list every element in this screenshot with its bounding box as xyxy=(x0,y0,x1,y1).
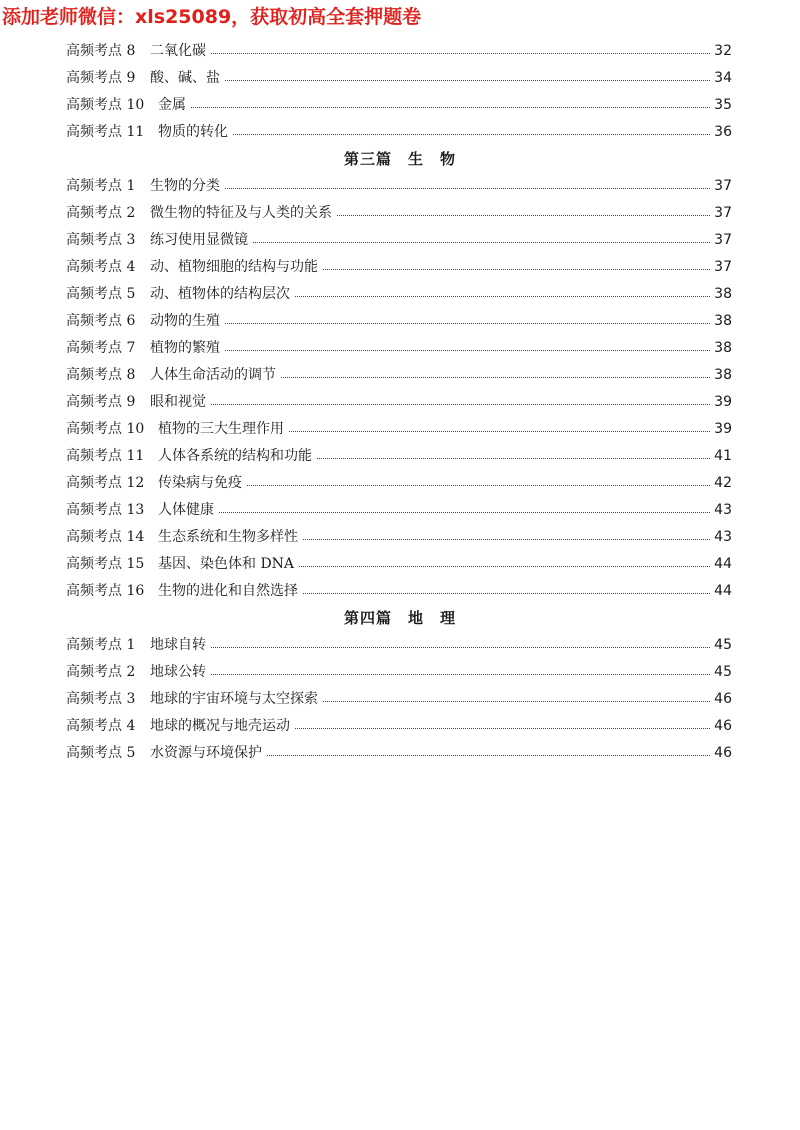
toc-entry[interactable] xyxy=(0,362,800,389)
toc-leader-dots xyxy=(170,53,730,54)
toc-entry-page: 42 xyxy=(710,470,732,497)
toc-entry-title: 动、植物细胞的结构与功能 xyxy=(150,254,322,281)
toc-entry[interactable] xyxy=(0,659,800,686)
toc-entry-page: 37 xyxy=(710,254,732,281)
toc-entry-title: 地球的概况与地壳运动 xyxy=(150,713,294,740)
toc-entry[interactable] xyxy=(0,389,800,416)
toc-entry[interactable] xyxy=(0,470,800,497)
toc-entry-title: 动物的生殖 xyxy=(150,308,224,335)
toc-entry[interactable] xyxy=(0,119,800,146)
toc-entry-title: 微生物的特征及与人类的关系 xyxy=(150,200,336,227)
toc-entry-label: 高频考点 13 xyxy=(66,502,145,518)
toc-entry[interactable] xyxy=(0,497,800,524)
toc-leader-dots xyxy=(170,350,730,351)
toc-entry[interactable] xyxy=(0,443,800,470)
toc-entry-title: 人体各系统的结构和功能 xyxy=(158,443,316,470)
toc-entry-title: 金属 xyxy=(158,92,190,119)
toc-entry-page: 32 xyxy=(710,38,732,65)
toc-entry[interactable] xyxy=(0,38,800,65)
toc-entry-title: 生物的分类 xyxy=(150,173,224,200)
toc-entry-title: 人体健康 xyxy=(158,497,218,524)
toc-entry-page: 37 xyxy=(710,173,732,200)
toc-entry-label: 高频考点 6 xyxy=(66,313,136,329)
toc-entry-page: 39 xyxy=(710,389,732,416)
toc-entry[interactable] xyxy=(0,551,800,578)
toc-entry-title: 水资源与环境保护 xyxy=(150,740,266,767)
toc-entry-page: 46 xyxy=(710,713,732,740)
toc-entry-label: 高频考点 4 xyxy=(66,718,136,734)
toc-entry[interactable] xyxy=(0,65,800,92)
toc-entry-page: 36 xyxy=(710,119,732,146)
toc-entry-page: 35 xyxy=(710,92,732,119)
section-heading-geography: 第四篇 地 理 xyxy=(343,609,456,627)
toc-entry[interactable] xyxy=(0,713,800,740)
toc-leader-dots xyxy=(170,242,730,243)
toc-leader-dots xyxy=(170,80,730,81)
toc-entry-title: 传染病与免疫 xyxy=(158,470,246,497)
toc-leader-dots xyxy=(170,404,730,405)
toc-entry[interactable] xyxy=(0,416,800,443)
toc-entry-page: 44 xyxy=(710,578,732,605)
wechat-banner: 添加老师微信：xls25089，获取初高全套押题卷 xyxy=(2,6,422,28)
toc-entry-page: 37 xyxy=(710,227,732,254)
toc-entry-page: 44 xyxy=(710,551,732,578)
section-heading-biology: 第三篇 生 物 xyxy=(343,150,456,168)
toc-entry-page: 41 xyxy=(710,443,732,470)
toc-entry[interactable] xyxy=(0,740,800,767)
toc-entry-title: 眼和视觉 xyxy=(150,389,210,416)
toc-entry-label: 高频考点 11 xyxy=(66,124,145,140)
toc-leader-dots xyxy=(170,647,730,648)
toc-entry[interactable] xyxy=(0,335,800,362)
toc-entry-title: 生态系统和生物多样性 xyxy=(158,524,302,551)
toc-entry-label: 高频考点 9 xyxy=(66,70,136,86)
toc-entry[interactable] xyxy=(0,173,800,200)
toc-entry-label: 高频考点 11 xyxy=(66,448,145,464)
toc-entry-page: 43 xyxy=(710,497,732,524)
toc-entry-title: 地球的宇宙环境与太空探索 xyxy=(150,686,322,713)
toc-entry[interactable] xyxy=(0,200,800,227)
toc-entry-label: 高频考点 5 xyxy=(66,286,136,302)
toc-entry-page: 46 xyxy=(710,686,732,713)
toc-entry-label: 高频考点 1 xyxy=(66,178,136,194)
toc-entry-label: 高频考点 8 xyxy=(66,367,136,383)
toc-entry-page: 43 xyxy=(710,524,732,551)
toc-entry-label: 高频考点 8 xyxy=(66,43,136,59)
toc-entry-label: 高频考点 5 xyxy=(66,745,136,761)
toc-section-geography xyxy=(0,632,800,767)
toc-leader-dots xyxy=(178,107,730,108)
toc-entry-label: 高频考点 7 xyxy=(66,340,136,356)
toc-entry-page: 34 xyxy=(710,65,732,92)
toc-leader-dots xyxy=(178,134,730,135)
toc-entry[interactable] xyxy=(0,686,800,713)
toc-entry-label: 高频考点 1 xyxy=(66,637,136,653)
toc-entry-title: 物质的转化 xyxy=(158,119,232,146)
toc-entry-label: 高频考点 3 xyxy=(66,232,136,248)
toc-entry-label: 高频考点 9 xyxy=(66,394,136,410)
toc-entry-title: 生物的进化和自然选择 xyxy=(158,578,302,605)
toc-entry-page: 39 xyxy=(710,416,732,443)
toc-leader-dots xyxy=(170,188,730,189)
toc-leader-dots xyxy=(178,512,730,513)
toc-entry-label: 高频考点 16 xyxy=(66,583,145,599)
toc-entry-page: 38 xyxy=(710,308,732,335)
toc-entry-label: 高频考点 10 xyxy=(66,97,145,113)
toc-entry-label: 高频考点 14 xyxy=(66,529,145,545)
toc-entry[interactable] xyxy=(0,524,800,551)
toc-entry-label: 高频考点 4 xyxy=(66,259,136,275)
toc-entry-title: 练习使用显微镜 xyxy=(150,227,252,254)
toc-entry-label: 高频考点 2 xyxy=(66,205,136,221)
toc-entry-page: 45 xyxy=(710,632,732,659)
toc-entry[interactable] xyxy=(0,281,800,308)
toc-entry-title: 基因、染色体和 DNA xyxy=(158,551,298,578)
toc-entry-title: 人体生命活动的调节 xyxy=(150,362,280,389)
toc-entry[interactable] xyxy=(0,92,800,119)
toc-entry-label: 高频考点 12 xyxy=(66,475,145,491)
toc-entry-label: 高频考点 15 xyxy=(66,556,145,572)
toc-section-biology xyxy=(0,173,800,605)
toc-entry-title: 植物的繁殖 xyxy=(150,335,224,362)
toc-entry[interactable] xyxy=(0,254,800,281)
toc-entry-page: 37 xyxy=(710,200,732,227)
toc-entry-page: 38 xyxy=(710,335,732,362)
toc-entry[interactable] xyxy=(0,632,800,659)
toc-entry-title: 动、植物体的结构层次 xyxy=(150,281,294,308)
toc-entry-page: 38 xyxy=(710,281,732,308)
toc-entry-page: 46 xyxy=(710,740,732,767)
toc-entry-title: 酸、碱、盐 xyxy=(150,65,224,92)
toc-entry[interactable] xyxy=(0,578,800,605)
toc-section-chemistry xyxy=(0,38,800,146)
toc-leader-dots xyxy=(178,485,730,486)
toc-entry-label: 高频考点 2 xyxy=(66,664,136,680)
toc-entry-label: 高频考点 3 xyxy=(66,691,136,707)
toc-entry[interactable] xyxy=(0,308,800,335)
toc-entry-title: 地球自转 xyxy=(150,632,210,659)
toc-entry-title: 地球公转 xyxy=(150,659,210,686)
toc-leader-dots xyxy=(170,674,730,675)
toc-entry-title: 二氧化碳 xyxy=(150,38,210,65)
toc-entry[interactable] xyxy=(0,227,800,254)
table-of-contents xyxy=(0,38,800,767)
toc-leader-dots xyxy=(170,323,730,324)
toc-entry-title: 植物的三大生理作用 xyxy=(158,416,288,443)
toc-entry-page: 45 xyxy=(710,659,732,686)
toc-entry-label: 高频考点 10 xyxy=(66,421,145,437)
toc-entry-page: 38 xyxy=(710,362,732,389)
